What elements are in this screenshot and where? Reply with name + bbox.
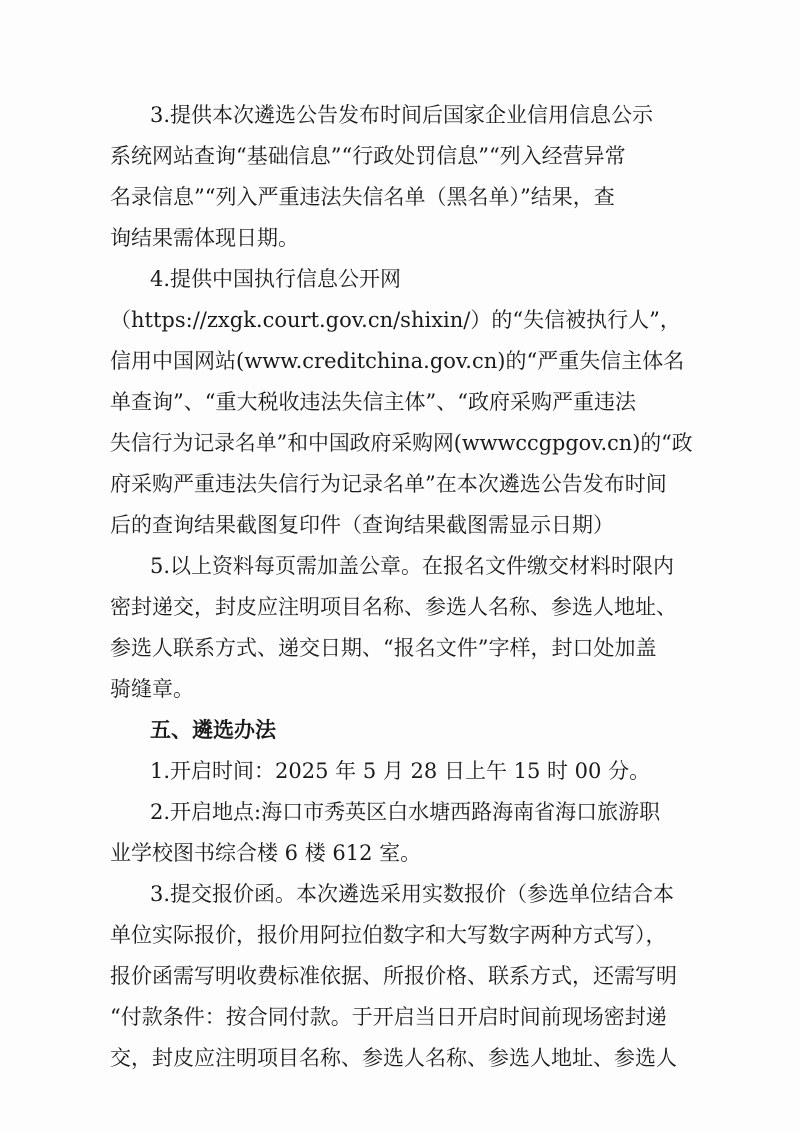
- text-line: 1.开启时间：2025 年 5 月 28 日上午 15 时 00 分。: [150, 759, 651, 783]
- text-line: 系统网站查询“基础信息”“行政处罚信息”“列入经营异常: [110, 144, 626, 168]
- text-line: 单查询”、“重大税收违法失信主体”、“政府采购严重违法: [110, 390, 636, 414]
- text-line: 2.开启地点:海口市秀英区白水塘西路海南省海口旅游职: [150, 800, 661, 824]
- text-line: 信用中国网站(www.creditchina.gov.cn)的“严重失信主体名: [110, 349, 685, 373]
- section-heading: 五、遴选办法: [150, 718, 276, 742]
- text-line: 报价函需写明收费标准依据、所报价格、联系方式，还需写明: [110, 964, 677, 988]
- text-line: 交，封皮应注明项目名称、参选人名称、参选人地址、参选人: [110, 1046, 677, 1070]
- text-line: 后的查询结果截图复印件（查询结果截图需显示日期）: [110, 513, 614, 537]
- text-line: “付款条件：按合同付款。于开启当日开启时间前现场密封递: [110, 1005, 667, 1029]
- text-line: 失信行为记录名单”和中国政府采购网(wwwccgpgov.cn)的“政: [110, 431, 693, 455]
- text-line: 询结果需体现日期。: [110, 226, 299, 250]
- text-line: 骑缝章。: [110, 677, 194, 701]
- text-line: 3.提供本次遴选公告发布时间后国家企业信用信息公示: [150, 103, 654, 127]
- text-line: 密封递交，封皮应注明项目名称、参选人名称、参选人地址、: [110, 595, 677, 619]
- text-line: 4.提供中国执行信息公开网: [150, 267, 402, 291]
- text-line: 3.提交报价函。本次遴选采用实数报价（参选单位结合本: [150, 882, 675, 906]
- text-line: 5.以上资料每页需加盖公章。在报名文件缴交材料时限内: [150, 554, 675, 578]
- text-line: 名录信息”“列入严重违法失信名单（黑名单）”结果，查: [110, 185, 615, 209]
- text-line: 参选人联系方式、递交日期、“报名文件”字样，封口处加盖: [110, 636, 657, 660]
- text-line: 单位实际报价，报价用阿拉伯数字和大写数字两种方式写），: [110, 923, 667, 947]
- text-line: 业学校图书综合楼 6 楼 612 室。: [110, 841, 422, 865]
- text-line: 府采购严重违法失信行为记录名单”在本次遴选公告发布时间: [110, 472, 667, 496]
- text-line: （https://zxgk.court.gov.cn/shixin/）的“失信被执行人”，: [110, 308, 681, 332]
